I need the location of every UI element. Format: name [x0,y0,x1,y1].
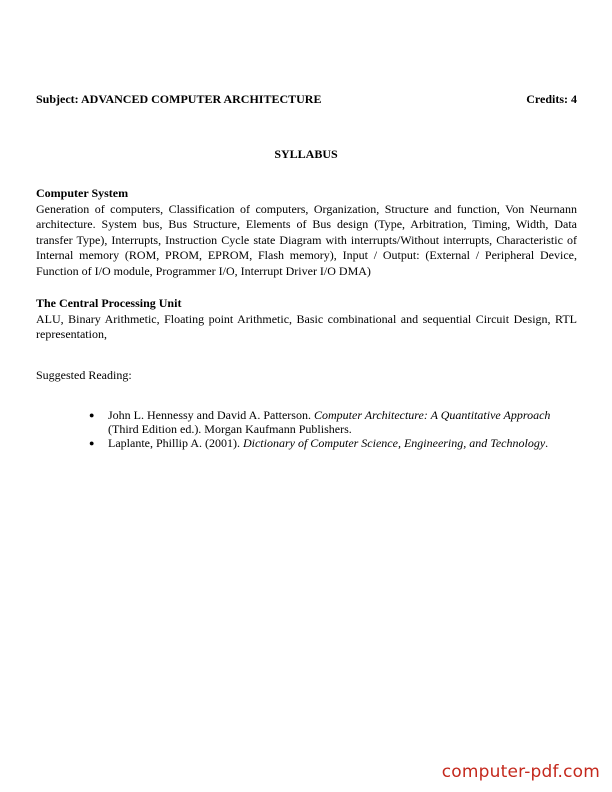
watermark-logo: computer-pdf.com [441,762,600,782]
credits-label: Credits: 4 [526,92,577,106]
header-row [36,91,577,107]
bullet-icon: ● [89,438,95,448]
section-body: ALU, Binary Arithmetic, Floating point Arithmetic, Basic combinational and sequential Circuit Design, RTL representation, [36,311,577,342]
reference-title: Dictionary of Computer Science, Engineering, and Technology [242,436,546,450]
reference-authors: John L. Hennessy and David A. Patterson. [108,408,314,422]
section-heading: Computer System [36,186,129,200]
reference-publisher: (Third Edition ed.). Morgan Kaufmann Publishers. [108,421,352,436]
reference-item [89,437,569,451]
section-heading: The Central Processing Unit [36,296,182,310]
reference-title: Computer Architecture: A Quantitative Approach [313,408,551,422]
section-body: Generation of computers, Classification of computers, Organization, Structure and function, Von Neurnann architecture. System bus, Bus Structure, Elements of Bus design (Type, Arbitration, Timing, Width, Data transfer Type), Interrupts, Instruction Cycle state Diagram with interrupts/Without interrupts, Characteristic of Internal memory (ROM, PROM, EPROM, Flash memory), Input / Output: (External / Peripheral Device, Function of I/O module, Programmer I/O, Interrupt Driver I/O DMA) [36,201,577,278]
document-title: SYLLABUS [274,147,338,161]
bullet-icon: ● [89,410,95,420]
reference-authors: Laplante, Phillip A. (2001). [108,436,243,450]
subject-label: Subject: ADVANCED COMPUTER ARCHITECTURE [36,92,322,106]
reference-item [89,409,569,436]
suggested-reading-label: Suggested Reading: [36,368,132,382]
section-computer-system [36,186,577,280]
reference-publisher: . [545,436,549,450]
section-central-processing-unit [36,296,577,343]
reference-list [89,409,569,452]
